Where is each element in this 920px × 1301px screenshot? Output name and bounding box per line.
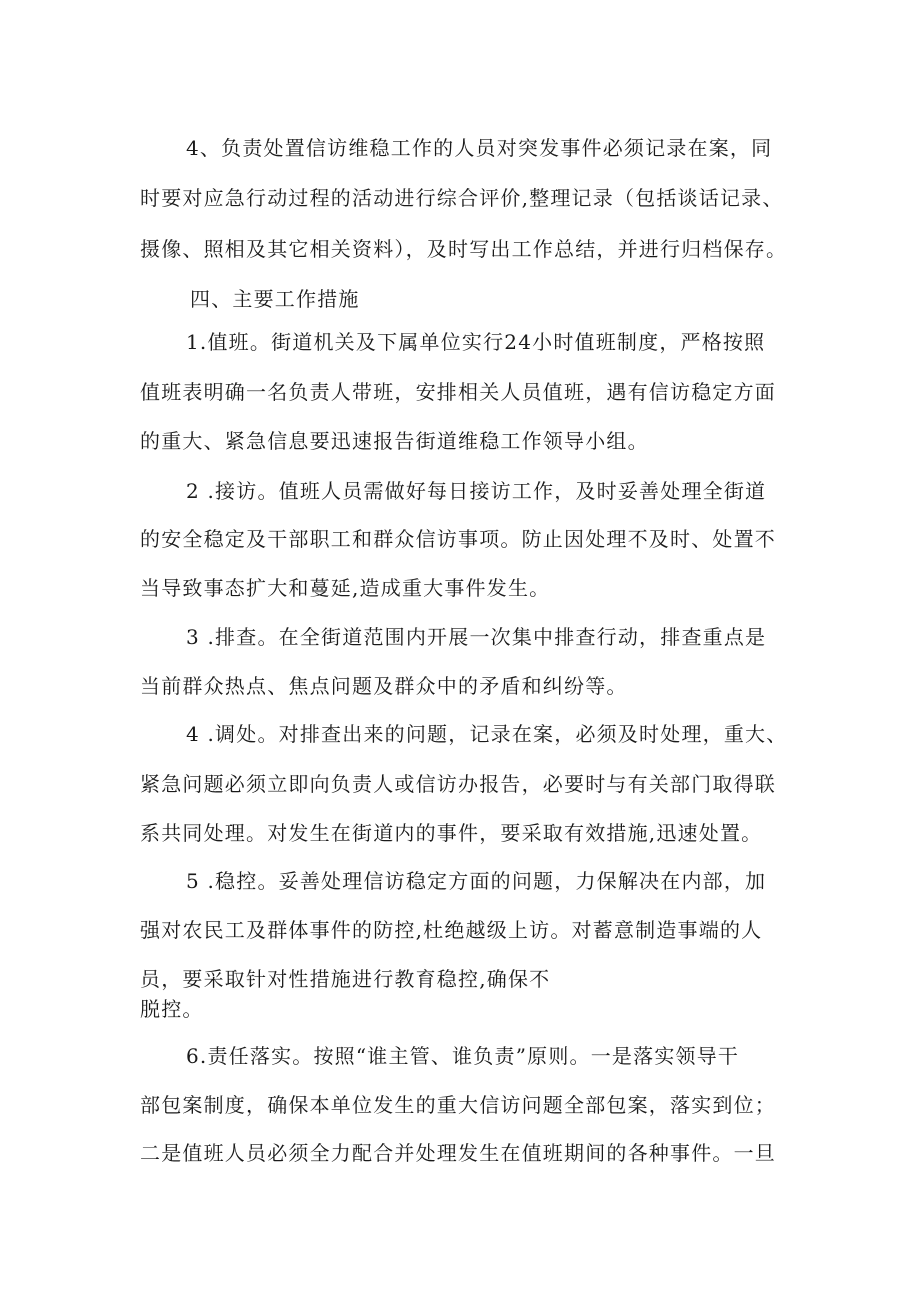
- text-line: 4、负责处置信访维稳工作的人员对突发事件必须记录在案，同: [186, 136, 773, 160]
- text-line: 4 .调处。对排查出来的问题，记录在案，必须及时处理，重大、: [186, 722, 788, 746]
- text-line: 2 .接访。值班人员需做好每日接访工作，及时妥善处理全街道: [186, 479, 767, 503]
- text-line: 3 .排查。在全街道范围内开展一次集中排查行动，排查重点是: [186, 625, 767, 649]
- text-line: 当前群众热点、焦点问题及群众中的矛盾和纠纷等。: [140, 674, 628, 698]
- text-line: 摄像、照相及其它相关资料），及时写出工作总结，并进行归档保存。: [140, 237, 788, 261]
- text-line: 的重大、紧急信息要迅速报告街道维稳工作领导小组。: [140, 429, 649, 453]
- text-line: 强对农民工及群体事件的防控,杜绝越级上访。对蓄意制造事端的人: [140, 918, 763, 942]
- section-heading: 四、主要工作措施: [190, 287, 360, 311]
- text-line: 当导致事态扩大和蔓延,造成重大事件发生。: [140, 576, 551, 600]
- text-line: 1.值班。街道机关及下属单位实行24小时值班制度，严格按照: [186, 330, 766, 354]
- text-line: 二是值班人员必须全力配合并处理发生在值班期间的各种事件。一旦: [140, 1141, 776, 1165]
- text-line: 脱控。: [140, 997, 204, 1021]
- text-line: 系共同处理。对发生在街道内的事件，要采取有效措施,迅速处置。: [140, 821, 763, 845]
- text-line: 紧急问题必须立即向负责人或信访办报告，必要时与有关部门取得联: [140, 772, 776, 796]
- text-line: 员，要采取针对性措施进行教育稳控,确保不: [140, 967, 551, 991]
- text-line: 6.责任落实。按照“谁主管、谁负责”原则。一是落实领导干: [186, 1044, 740, 1068]
- text-line: 部包案制度，确保本单位发生的重大信访问题全部包案，落实到位；: [140, 1093, 776, 1117]
- text-line: 5 .稳控。妥善处理信访稳定方面的问题，力保解决在内部，加: [186, 869, 767, 893]
- text-line: 时要对应急行动过程的活动进行综合评价,整理记录（包括谈话记录、: [140, 186, 784, 210]
- text-line: 的安全稳定及干部职工和群众信访事项。防止因处理不及时、处置不: [140, 527, 776, 551]
- text-line: 值班表明确一名负责人带班，安排相关人员值班，遇有信访稳定方面: [140, 380, 776, 404]
